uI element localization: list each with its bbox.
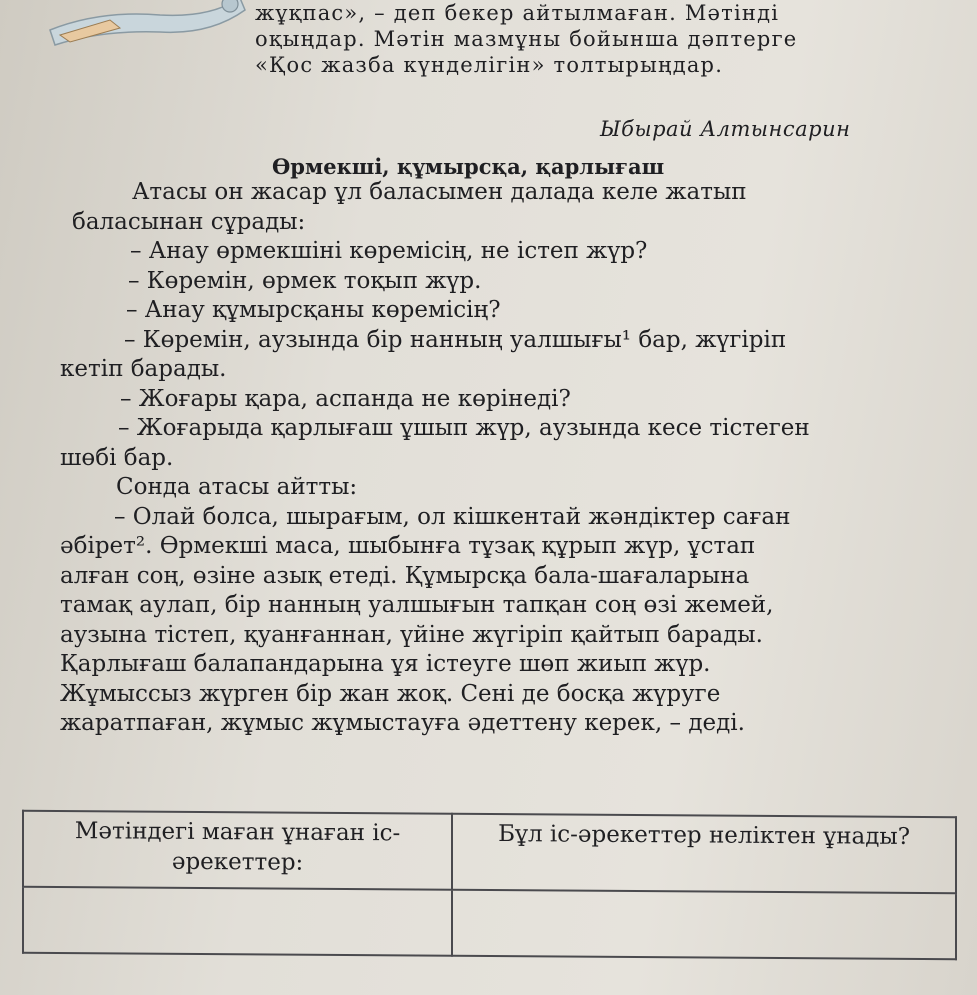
story-line: Атасы он жасар ұл баласымен далада келе жатып [132, 179, 747, 205]
story-line: жаратпаған, жұмыс жұмыстауға әдеттену керек, – деді. [60, 710, 745, 736]
story-line: – Жоғары қара, аспанда не көрінеді? [120, 385, 571, 412]
story-title: Өрмекші, құмырсқа, қарлығаш [272, 154, 665, 179]
table-header-why-liked: Бұл іс-әрекеттер неліктен ұнады? [452, 814, 956, 894]
story-line: – Олай болса, шырағым, ол кішкентай жәндіктер саған [114, 503, 791, 530]
table-cell-why-liked [452, 890, 956, 960]
story-text [60, 178, 945, 739]
story-line: Жұмыссыз жүрген бір жан жоқ. Сені де босқа жүруге [60, 680, 721, 707]
story-line: – Жоғарыда қарлығаш ұшып жүр, аузында кесе тістеген [118, 415, 810, 441]
story-line: Сонда атасы айтты: [116, 474, 358, 500]
table-cell-liked-actions [23, 887, 452, 956]
story-line: әбірет². Өрмекші маса, шыбынға тұзақ құрып жүр, ұстап [60, 533, 756, 559]
story-line: шөбі бар. [60, 444, 174, 471]
story-line: тамақ аулап, бір нанның уалшығын тапқан соң өзі жемей, [60, 592, 774, 618]
story-line: – Анау өрмекшіні көремісің, не істеп жүр? [130, 238, 648, 264]
story-line: Қарлығаш балапандарына ұя істеуге шөп жиып жүр. [60, 651, 711, 677]
table-row [23, 887, 956, 960]
diary-table [22, 810, 957, 961]
pencil-scroll-illustration [40, 0, 250, 50]
intro-line: жұқпас», – деп бекер айтылмаған. Мәтінді [255, 1, 780, 25]
story-line: баласынан сұрады: [72, 208, 306, 235]
double-entry-diary-table [22, 813, 957, 957]
story-line: – Көремін, аузында бір нанның уалшығы¹ бар, жүгіріп [124, 326, 787, 353]
story-line: – Көремін, өрмек тоқып жүр. [128, 267, 482, 294]
story-line: – Анау құмырсқаны көремісің? [126, 297, 501, 323]
story-line: алған соң, өзіне азық етеді. Құмырсқа бала-шағаларына [60, 562, 750, 589]
author-name: Ыбырай Алтынсарин [600, 117, 851, 141]
intro-line: оқыңдар. Мәтін мазмұны бойынша дәптерге [255, 27, 798, 51]
task-instructions [255, 0, 895, 78]
story-line: аузына тістеп, қуанғаннан, үйіне жүгіріп қайтып барады. [60, 621, 763, 648]
story-line: кетіп барады. [60, 356, 227, 382]
intro-line: «Қос жазба күнделігін» толтырыңдар. [255, 53, 724, 77]
table-header-liked-actions: Мәтіндегі маған ұнаған іс-әрекеттер: [23, 811, 452, 890]
table-header-row [23, 811, 956, 894]
